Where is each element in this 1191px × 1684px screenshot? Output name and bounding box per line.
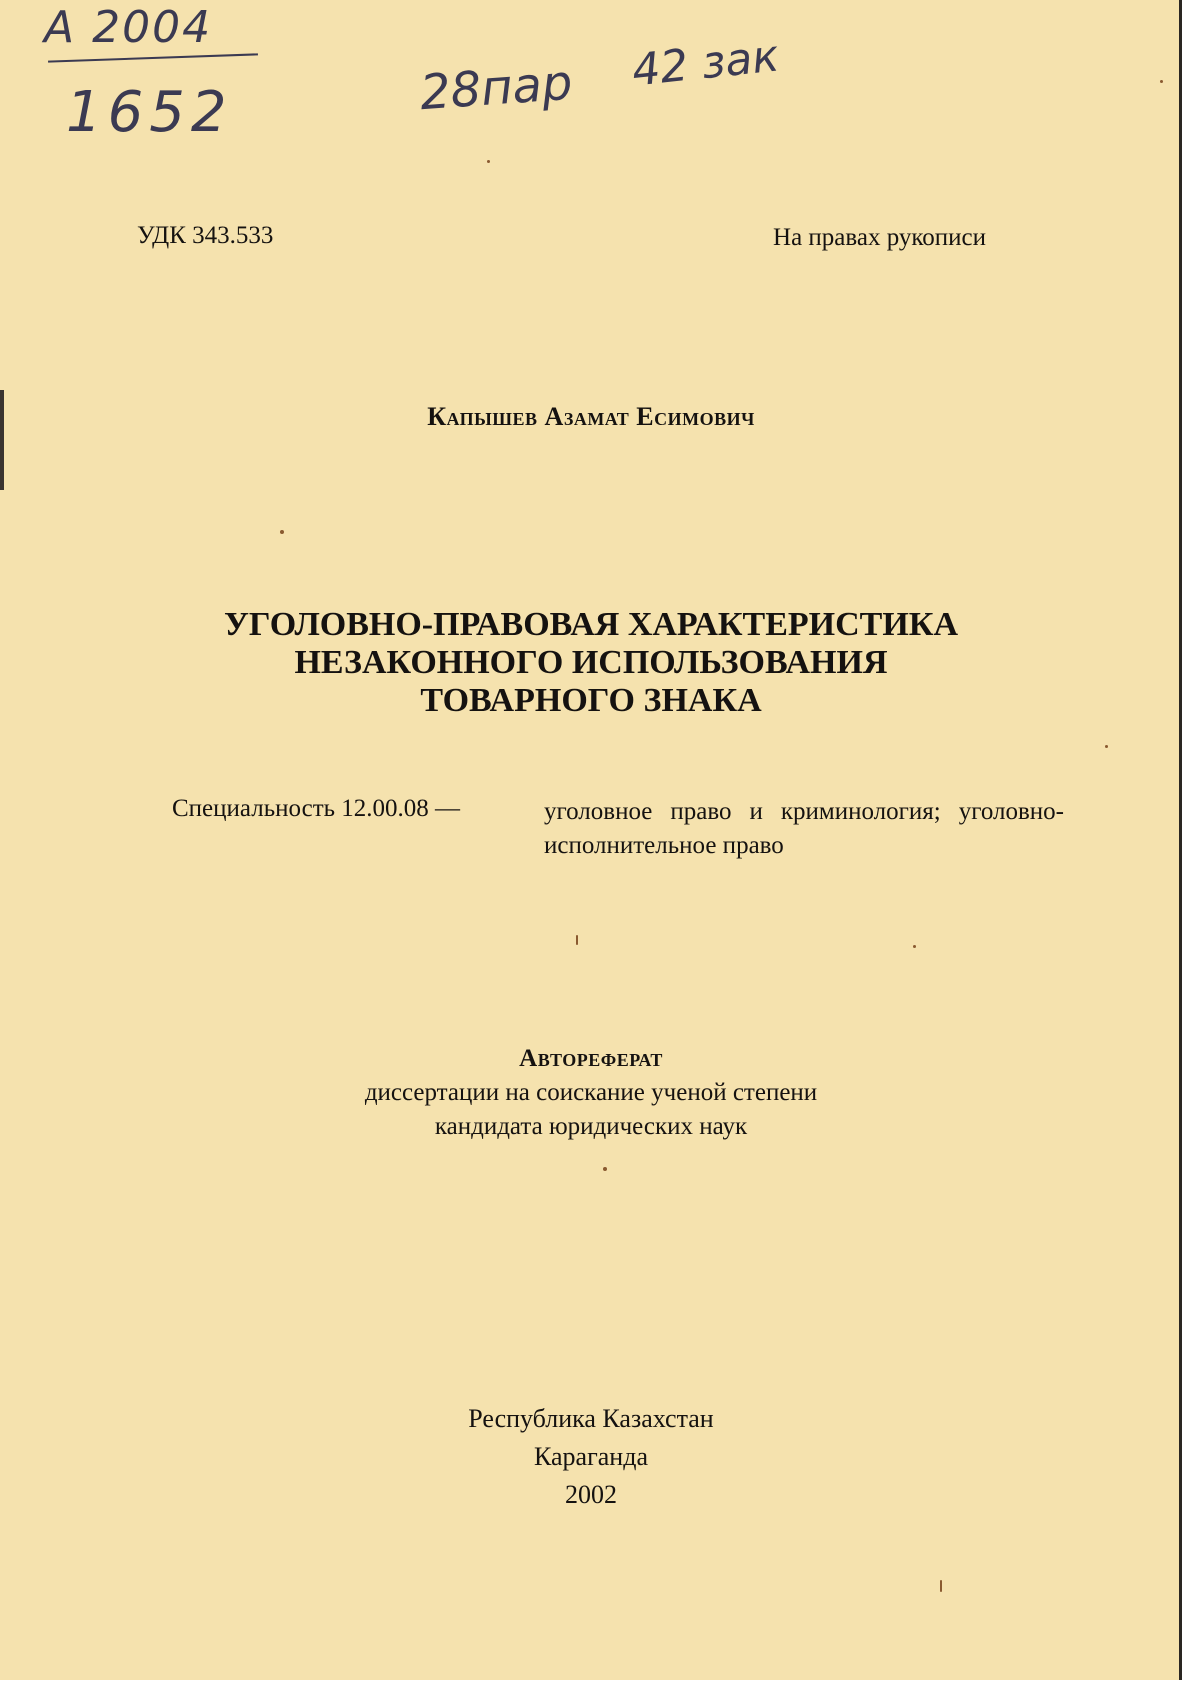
imprint-year: 2002 <box>565 1480 617 1509</box>
handwritten-underline <box>48 53 258 62</box>
paper-speck <box>280 530 284 534</box>
dissertation-title <box>0 606 1182 720</box>
title-line-3: ТОВАРНОГО ЗНАКА <box>420 682 762 719</box>
paper-speck <box>603 1167 607 1171</box>
handwritten-note-count: 42 зак <box>629 30 782 97</box>
author-name: Капышев Азамат Есимович <box>427 402 755 431</box>
paper-speck <box>940 1580 942 1592</box>
title-line-2: НЕЗАКОННОГО ИСПОЛЬЗОВАНИЯ <box>294 644 888 681</box>
paper-speck <box>1105 745 1108 748</box>
paper-speck <box>913 945 916 948</box>
paper-speck <box>576 935 578 945</box>
handwritten-number: 1652 <box>66 80 233 145</box>
handwritten-note-pages: 28пар <box>418 54 575 122</box>
paper-speck <box>487 160 490 163</box>
imprint <box>0 1400 1182 1514</box>
rights-notice: На правах рукописи <box>773 224 986 251</box>
handwritten-catalog-code: А 2004 <box>44 2 213 53</box>
abstract-block <box>0 1042 1182 1144</box>
udk-code: УДК 343.533 <box>137 222 274 249</box>
abstract-line-1: диссертации на соискание ученой степени <box>364 1079 818 1106</box>
paper-speck <box>1160 80 1163 83</box>
imprint-city: Караганда <box>534 1442 648 1471</box>
abstract-line-2: кандидата юридических наук <box>434 1113 748 1140</box>
abstract-title: Автореферат <box>519 1045 663 1072</box>
title-line-1: УГОЛОВНО-ПРАВОВАЯ ХАРАКТЕРИСТИКА <box>223 606 959 643</box>
specialty-value: уголовное право и криминология; уголовно-исполнительное право <box>544 798 1064 859</box>
imprint-country: Республика Казахстан <box>468 1404 714 1433</box>
specialty-label: Специальность 12.00.08 — <box>172 795 461 822</box>
